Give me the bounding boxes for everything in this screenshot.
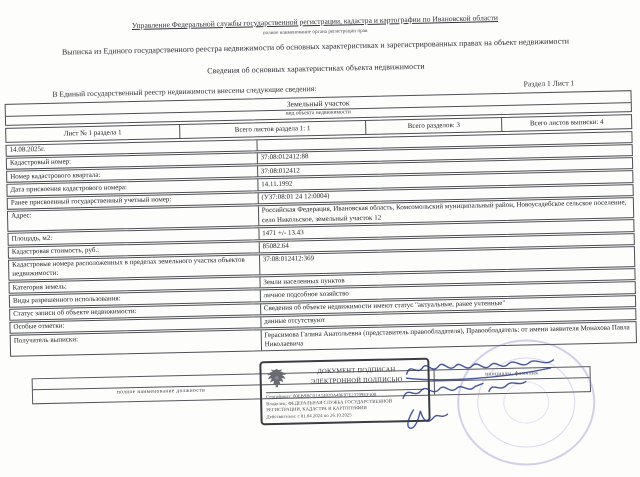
row-value: Герасимова Галина Анатольевна (представитель правообладателя), Правообладатель: от имени заявителя Монахова Павла Николаевича [264, 322, 630, 349]
row-value: 37:08:012412:369 [262, 254, 315, 264]
sheet-info-cell: Всего листов выписки: 4 [501, 116, 631, 131]
row-value: данные отсутствуют [264, 316, 326, 326]
row-label: Кадастровый номер: [7, 153, 258, 169]
handwritten-signature [398, 350, 578, 432]
document-title: Выписка из Единого государственного реестра недвижимости об основных характеристиках и зарегистрированных правах на объект недвижимости [61, 36, 570, 57]
row-label: Виды разрешенного использования: [10, 291, 261, 307]
row-label: Кадастровые номера расположенных в пределах земельного участка объектов недвижимости: [9, 255, 260, 280]
row-label: Особые отметки: [10, 317, 261, 333]
row-value: Российская Федерация, Ивановская область, Комсомольский муниципальный район, Новоусадебское сельское поселение, село Никольское, земельный участок 12 [261, 198, 627, 224]
row-label: Категория земель: [10, 278, 261, 294]
authority-name-note: полное наименование органа регистрации прав [262, 27, 368, 37]
section-heading: Сведения об основных характеристиках объекта недвижимости [207, 61, 425, 76]
object-type: Земельный участок [6, 91, 631, 117]
row-label: Ранее присвоенный государственный учетный номер: [8, 193, 259, 209]
object-type-note: вид объекта недвижимости [285, 109, 351, 117]
row-value: 1471 +/- 13.43 [262, 228, 304, 238]
row-label: Адрес: [8, 206, 259, 231]
section-page-label: Раздел 1 Лист 1 [523, 78, 575, 89]
certificate-line: Сертификат: 00EB9BC01A14020A49F97E23709EF100 [266, 391, 377, 400]
position-label: полное наименование должности [116, 387, 206, 396]
row-value: 37:08:012412 [260, 166, 300, 175]
row-label: Получатель выписки: [11, 330, 262, 355]
row-label: Статус записи об объекте недвижимости: [10, 304, 261, 320]
row-label: 14.08.2025г. [7, 140, 258, 156]
sheet-info-cell: Всего листов раздела 1: 1 [179, 121, 365, 137]
intro-line: В Единый государственный реестр недвижимости внесены следующие сведения: [52, 84, 317, 99]
stamp-title-line2: ЭЛЕКТРОННОЙ ПОДПИСЬЮ [310, 376, 403, 386]
sheet-info-cell: Лист № 1 раздела 1 [63, 128, 122, 138]
row-value: 37:08:012412:88 [260, 152, 309, 162]
validity-line: Действителен: с 01.04.2024 по 26.10.2025 [266, 412, 352, 420]
stamp-title-line1: ДОКУМЕНТ ПОДПИСАН [317, 366, 396, 376]
row-value: 14.11.1992 [261, 179, 293, 189]
state-eagle-icon [265, 366, 288, 390]
owner-line: Владелец: ФЕДЕРАЛЬНАЯ СЛУЖБА ГОСУДАРСТВЕННОЙ РЕГИСТРАЦИИ, КАДАСТРА И КАРТОГРАФИИ [266, 398, 393, 413]
row-label: Дата присвоения кадастрового номера: [7, 180, 258, 196]
initials-label: инициалы, фамилия [485, 370, 539, 378]
row-label: Площадь, м2: [8, 229, 259, 245]
row-label: Кадастровая стоимость, руб.: [9, 242, 260, 258]
row-value: 85082.64 [262, 241, 289, 251]
row-value: личное подсобное хозяйство [263, 289, 349, 300]
object-info-table [5, 90, 637, 356]
registration-authority-name: Управление Федеральной службы государственной регистрации, кадастра и картографии по Ивановской области [131, 13, 499, 31]
row-label: Номер кадастрового квартала: [7, 166, 258, 182]
row-value: Сведения об объекте недвижимости имеют статус "актуальные, ранее учтенные" [263, 299, 506, 313]
row-value: Земли населенных пунктов [263, 276, 345, 286]
sheet-info-cell: Всего разделов: 3 [365, 118, 501, 133]
object-table-body [5, 131, 636, 357]
row-value: (У37:08:01 24 12:0004) [261, 191, 330, 202]
